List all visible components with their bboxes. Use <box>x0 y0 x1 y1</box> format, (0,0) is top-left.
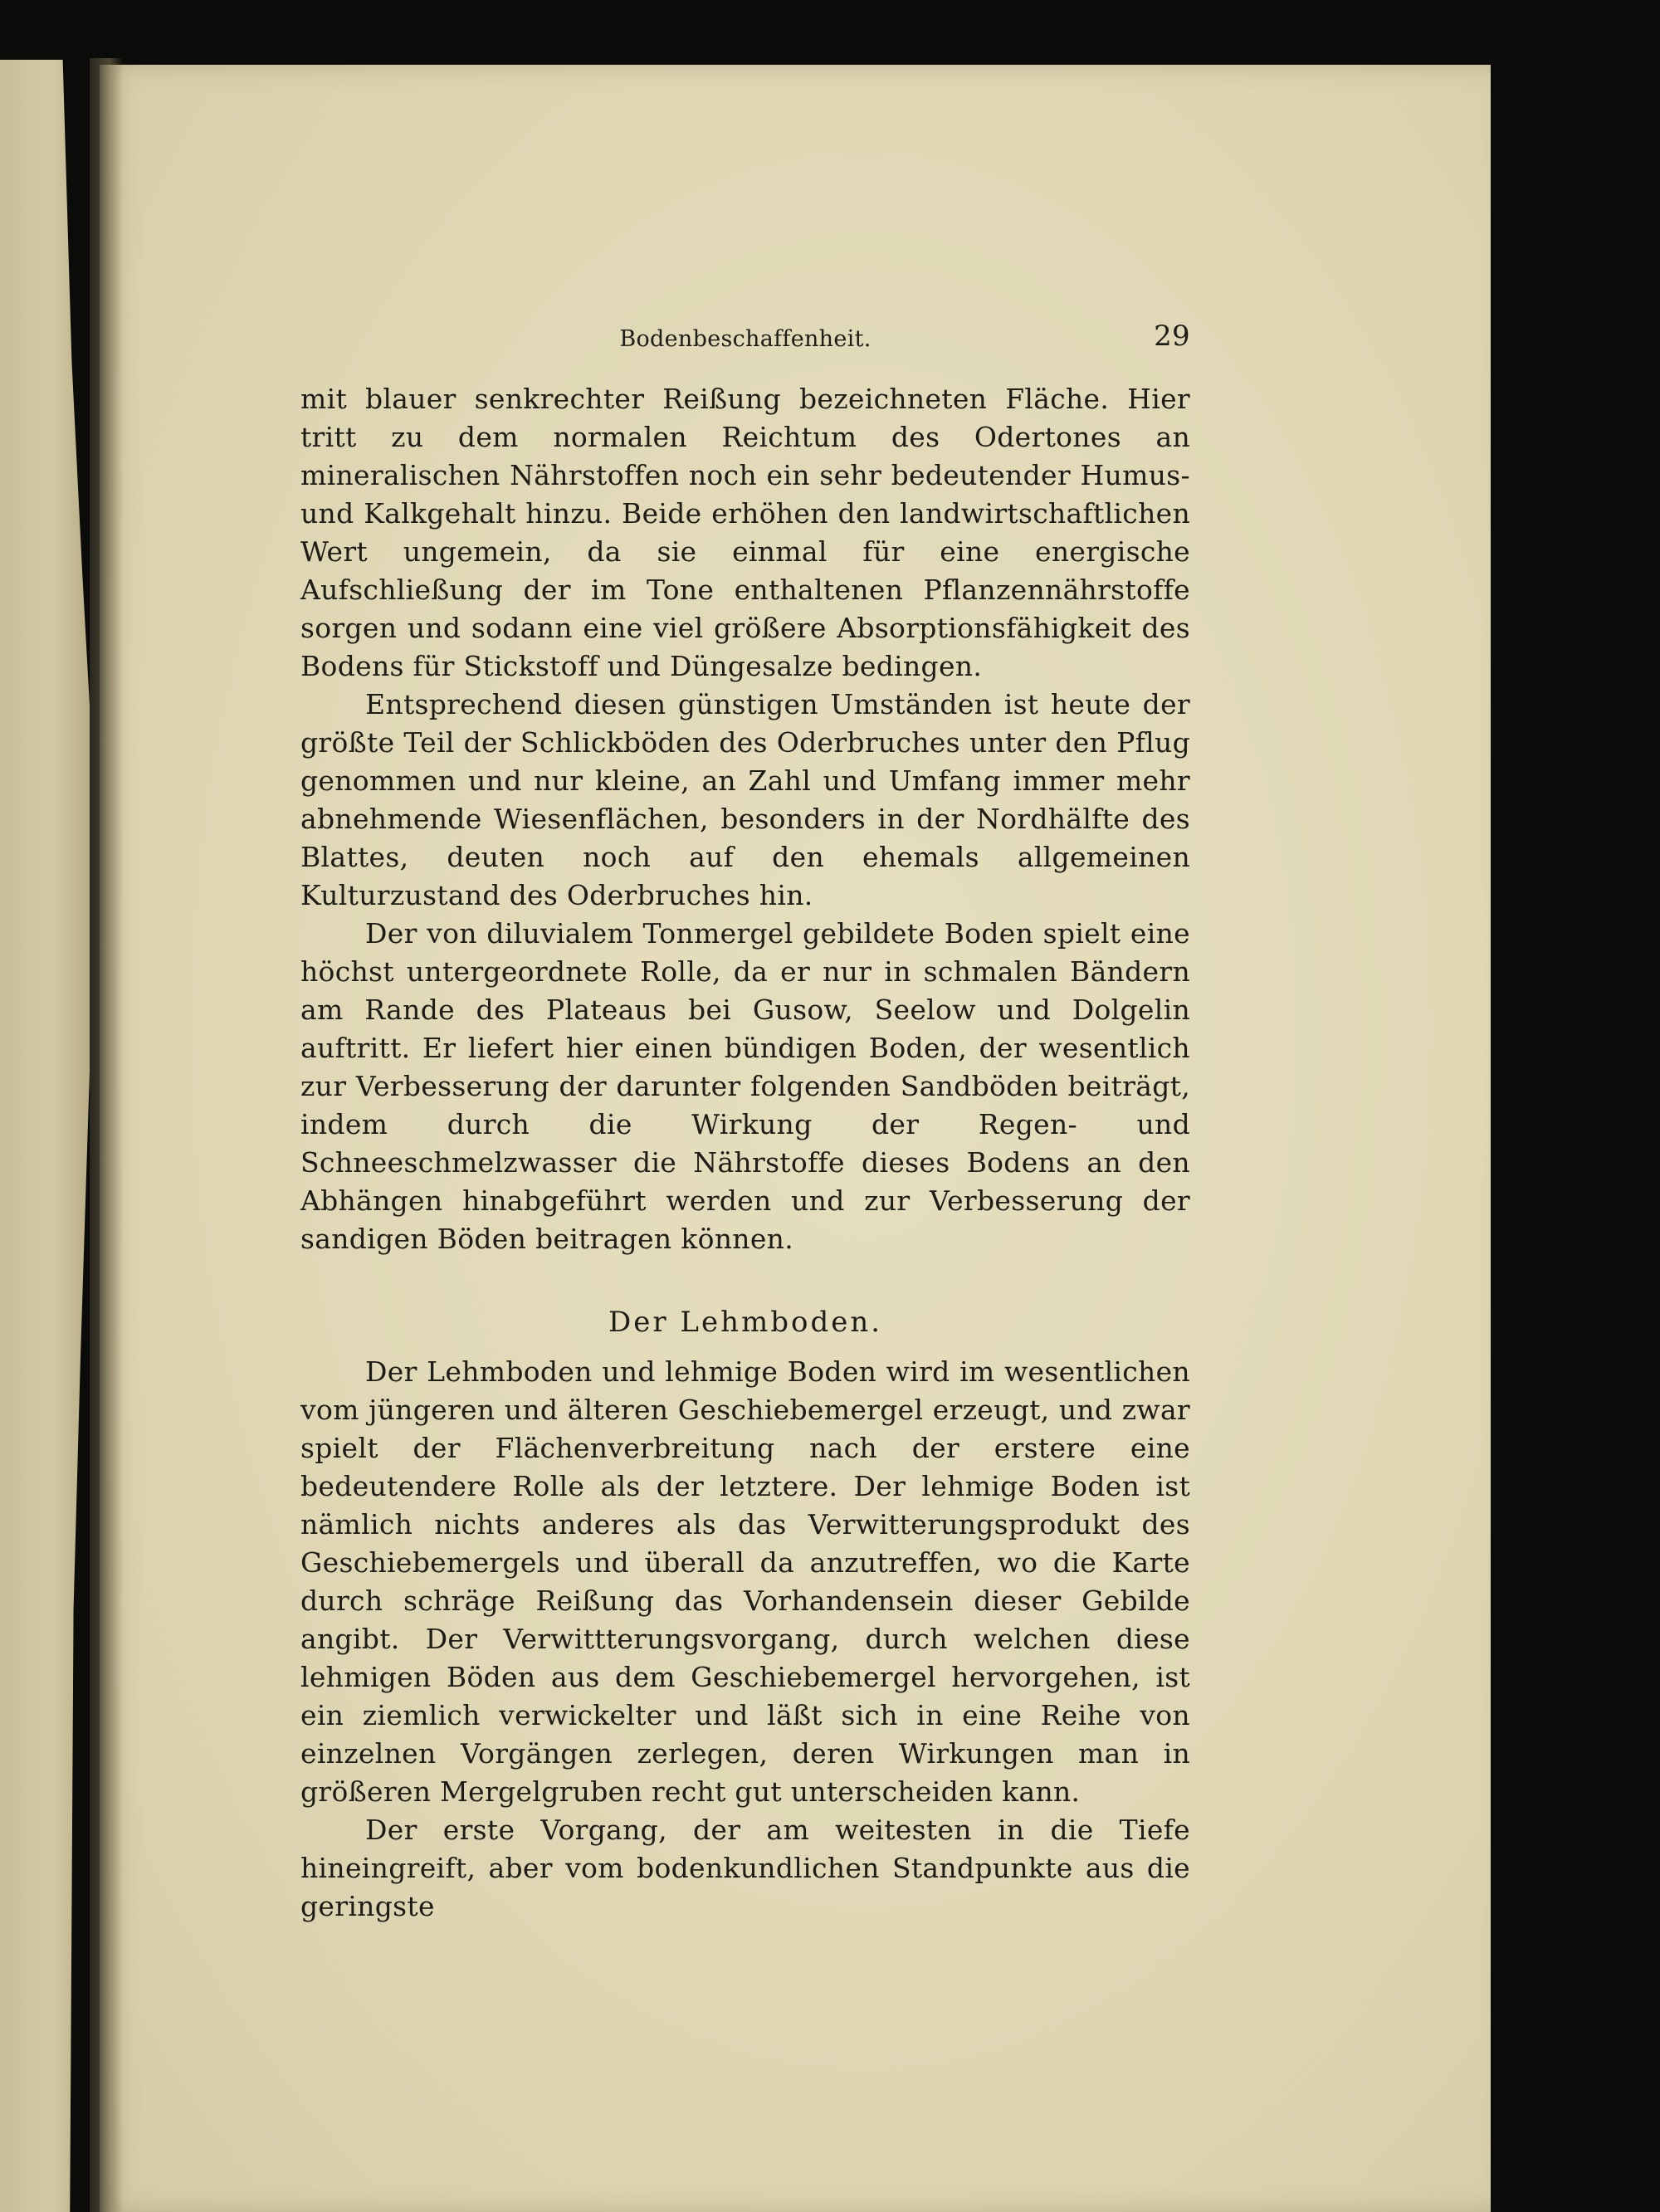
gutter-shadow <box>90 58 123 2212</box>
running-title: Bodenbeschaffenheit. <box>619 326 872 352</box>
paragraph-tonmergel: Der von diluvialem Tonmergel gebildete Boden spielt eine höchst untergeordnete Rolle, da er nur in schmalen Bändern am Rande des Plateaus bei Gusow, Seelow und Dolgelin auftritt. Er liefert hier einen bündigen Boden, der wesentlich zur Verbesserung der darunter folgenden Sandböden beiträgt, indem durch die Wirkung der Regen- und Schneeschmelzwasser die Nährstoffe dieses Bodens an den Abhängen hinabgeführt werden und zur Verbesserung der sandigen Böden beitragen können. <box>300 917 1190 1255</box>
page-text-block <box>300 320 1190 1926</box>
paragraph-lehmboden: Der Lehmboden und lehmige Boden wird im wesentlichen vom jüngeren und älteren Geschiebemergel erzeugt, und zwar spielt der Flächenverbreitung nach der erstere eine bedeutendere Rolle als der letztere. Der lehmige Boden ist nämlich nichts anderes als das Verwitterungsprodukt des Geschiebemergels und überall da anzutreffen, wo die Karte durch schräge Reißung das Vorhandensein dieser Gebilde angibt. Der Verwittterungsvorgang, durch welchen diese lehmigen Böden aus dem Geschiebemergel hervorgehen, ist ein ziemlich verwickelter und läßt sich in eine Reihe von einzelnen Vorgängen zerlegen, deren Wirkungen man in größeren Mergelgruben recht gut unterscheiden kann. <box>300 1355 1190 1808</box>
paragraph-schlickboden: Entsprechend diesen günstigen Umständen ist heute der größte Teil der Schlickböden des Oderbruches unter den Pflug genommen und nur kleine, an Zahl und Umfang immer mehr abnehmende Wiesenflächen, besonders in der Nordhälfte des Blattes, deuten noch auf den ehemals allgemeinen Kulturzustand des Oderbruches hin. <box>300 688 1190 911</box>
page-number: 29 <box>1154 320 1190 353</box>
running-head <box>300 320 1190 364</box>
section-heading: Der Lehmboden. <box>608 1306 883 1339</box>
paragraph-erster-vorgang: Der erste Vorgang, der am weitesten in die Tiefe hineingreift, aber vom bodenkundlichen Standpunkte aus die geringste <box>300 1814 1190 1922</box>
paragraph-continued: mit blauer senkrechter Reißung bezeichneten Fläche. Hier tritt zu dem normalen Reichtum des Odertones an mineralischen Nährstoffen noch ein sehr bedeutender Humus- und Kalkgehalt hinzu. Beide erhöhen den landwirtschaftlichen Wert ungemein, da sie einmal für eine energische Aufschließung der im Tone enthaltenen Pflanzennährstoffe sorgen und sodann eine viel größere Absorptionsfähigkeit des Bodens für Stickstoff und Düngesalze bedingen. <box>300 383 1190 682</box>
